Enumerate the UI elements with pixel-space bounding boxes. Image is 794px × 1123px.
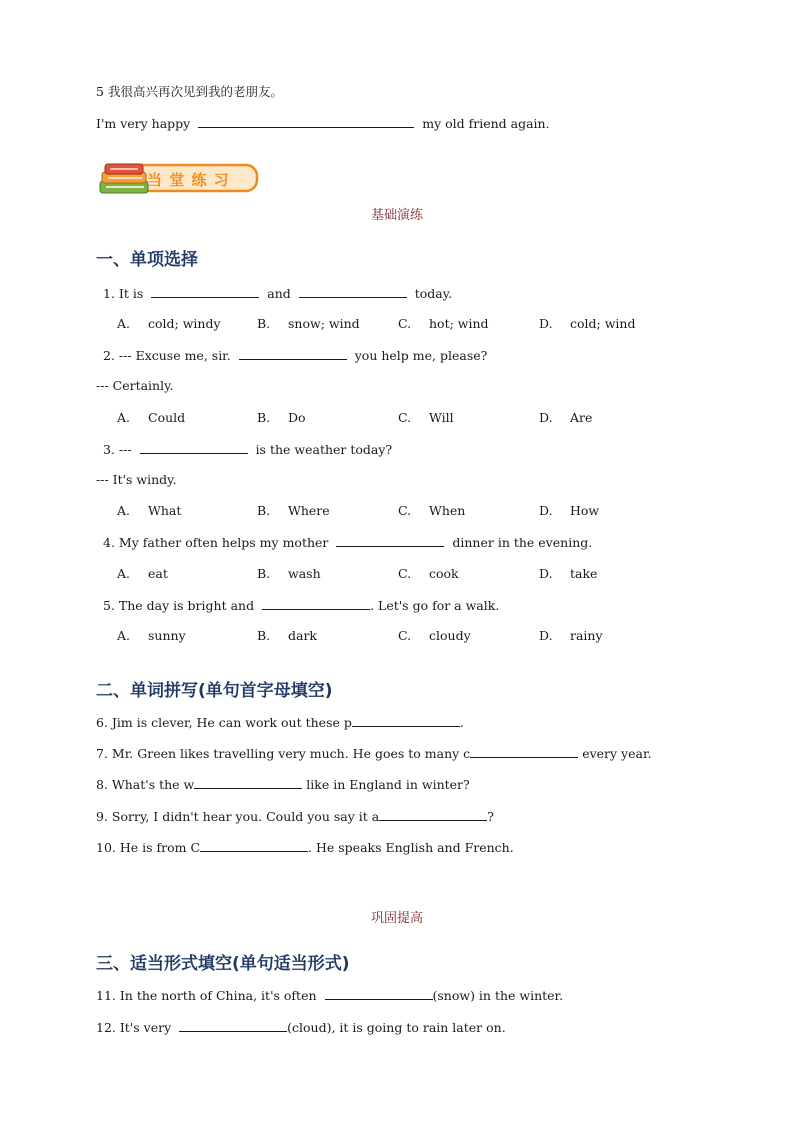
form-item-12 <box>96 1019 506 1036</box>
section3-title: 三、适当形式填空(单句适当形式) <box>96 954 350 974</box>
item-text: 9. Sorry, I didn't hear you. Could you say it a <box>96 809 380 824</box>
question-text: . Let's go for a walk. <box>370 598 500 613</box>
item-text: 6. Jim is clever, He can work out these p <box>96 715 352 730</box>
item-text: 11. In the north of China, it's often <box>96 988 317 1003</box>
item-text: 12. It's very <box>96 1020 172 1035</box>
intro-chinese <box>96 84 283 100</box>
answer-blank[interactable] <box>470 745 578 758</box>
intro-english <box>96 115 550 132</box>
spelling-item-9 <box>96 808 494 825</box>
basic-title: 基础演练 <box>370 208 423 223</box>
question-text: The day is bright and <box>118 598 255 613</box>
answer-blank[interactable] <box>200 839 308 852</box>
item-text: 10. He is from C <box>96 840 201 855</box>
answer-blank[interactable] <box>379 808 487 821</box>
question-5 <box>103 597 499 614</box>
form-item-11 <box>96 987 563 1004</box>
reply-2: --- Certainly. <box>96 378 174 393</box>
intro-number: 5 <box>96 84 104 99</box>
question-1 <box>103 285 452 302</box>
question-text: --- <box>118 442 132 457</box>
spelling-item-7 <box>96 745 652 762</box>
spelling-item-8 <box>96 776 470 793</box>
intro-chinese-text: 我很高兴再次见到我的老朋友。 <box>107 84 283 99</box>
question-4 <box>103 534 592 551</box>
section1-title: 一、单项选择 <box>96 250 198 270</box>
item-text: . <box>459 715 464 730</box>
item-text: 7. Mr. Green likes travelling very much. He goes to many c <box>96 746 471 761</box>
section2-title: 二、单词拼写(单句首字母填空) <box>96 681 333 701</box>
practice-badge <box>96 159 260 199</box>
answer-blank[interactable] <box>299 285 407 298</box>
item-text: 8. What's the w <box>96 777 195 792</box>
question-text: --- Excuse me, sir. <box>118 348 231 363</box>
answer-blank[interactable] <box>198 115 414 128</box>
question-text: It is <box>118 286 144 301</box>
question-2 <box>103 347 487 364</box>
item-text: (snow) in the winter. <box>432 988 564 1003</box>
question-number: 3. <box>103 442 115 457</box>
answer-blank[interactable] <box>325 987 433 1000</box>
badge-label: 当 堂 练 习 <box>147 171 230 189</box>
question-text: is the weather today? <box>255 442 393 457</box>
spelling-item-6 <box>96 714 464 731</box>
question-number: 4. <box>103 535 115 550</box>
question-text: and <box>267 286 291 301</box>
question-3 <box>103 441 392 458</box>
answer-blank[interactable] <box>352 714 460 727</box>
item-text: every year. <box>582 746 652 761</box>
answer-blank[interactable] <box>140 441 248 454</box>
item-text: . He speaks English and French. <box>308 840 514 855</box>
answer-blank[interactable] <box>239 347 347 360</box>
answer-blank[interactable] <box>336 534 444 547</box>
item-text: (cloud), it is going to rain later on. <box>287 1020 506 1035</box>
question-number: 1. <box>103 286 115 301</box>
item-text: like in England in winter? <box>306 777 470 792</box>
question-text: you help me, please? <box>354 348 488 363</box>
answer-blank[interactable] <box>262 597 370 610</box>
answer-blank[interactable] <box>179 1019 287 1032</box>
spelling-item-10 <box>96 839 514 856</box>
reply-3: --- It's windy. <box>96 472 177 487</box>
question-text: today. <box>414 286 453 301</box>
question-text: My father often helps my mother <box>118 535 329 550</box>
item-text: ? <box>487 809 494 824</box>
question-number: 5. <box>103 598 115 613</box>
advanced-title: 巩固提高 <box>370 911 423 926</box>
answer-blank[interactable] <box>151 285 259 298</box>
answer-blank[interactable] <box>194 776 302 789</box>
question-text: dinner in the evening. <box>452 535 593 550</box>
intro-english-before: I'm very happy <box>96 116 191 131</box>
intro-english-after: my old friend again. <box>422 116 550 131</box>
question-number: 2. <box>103 348 115 363</box>
